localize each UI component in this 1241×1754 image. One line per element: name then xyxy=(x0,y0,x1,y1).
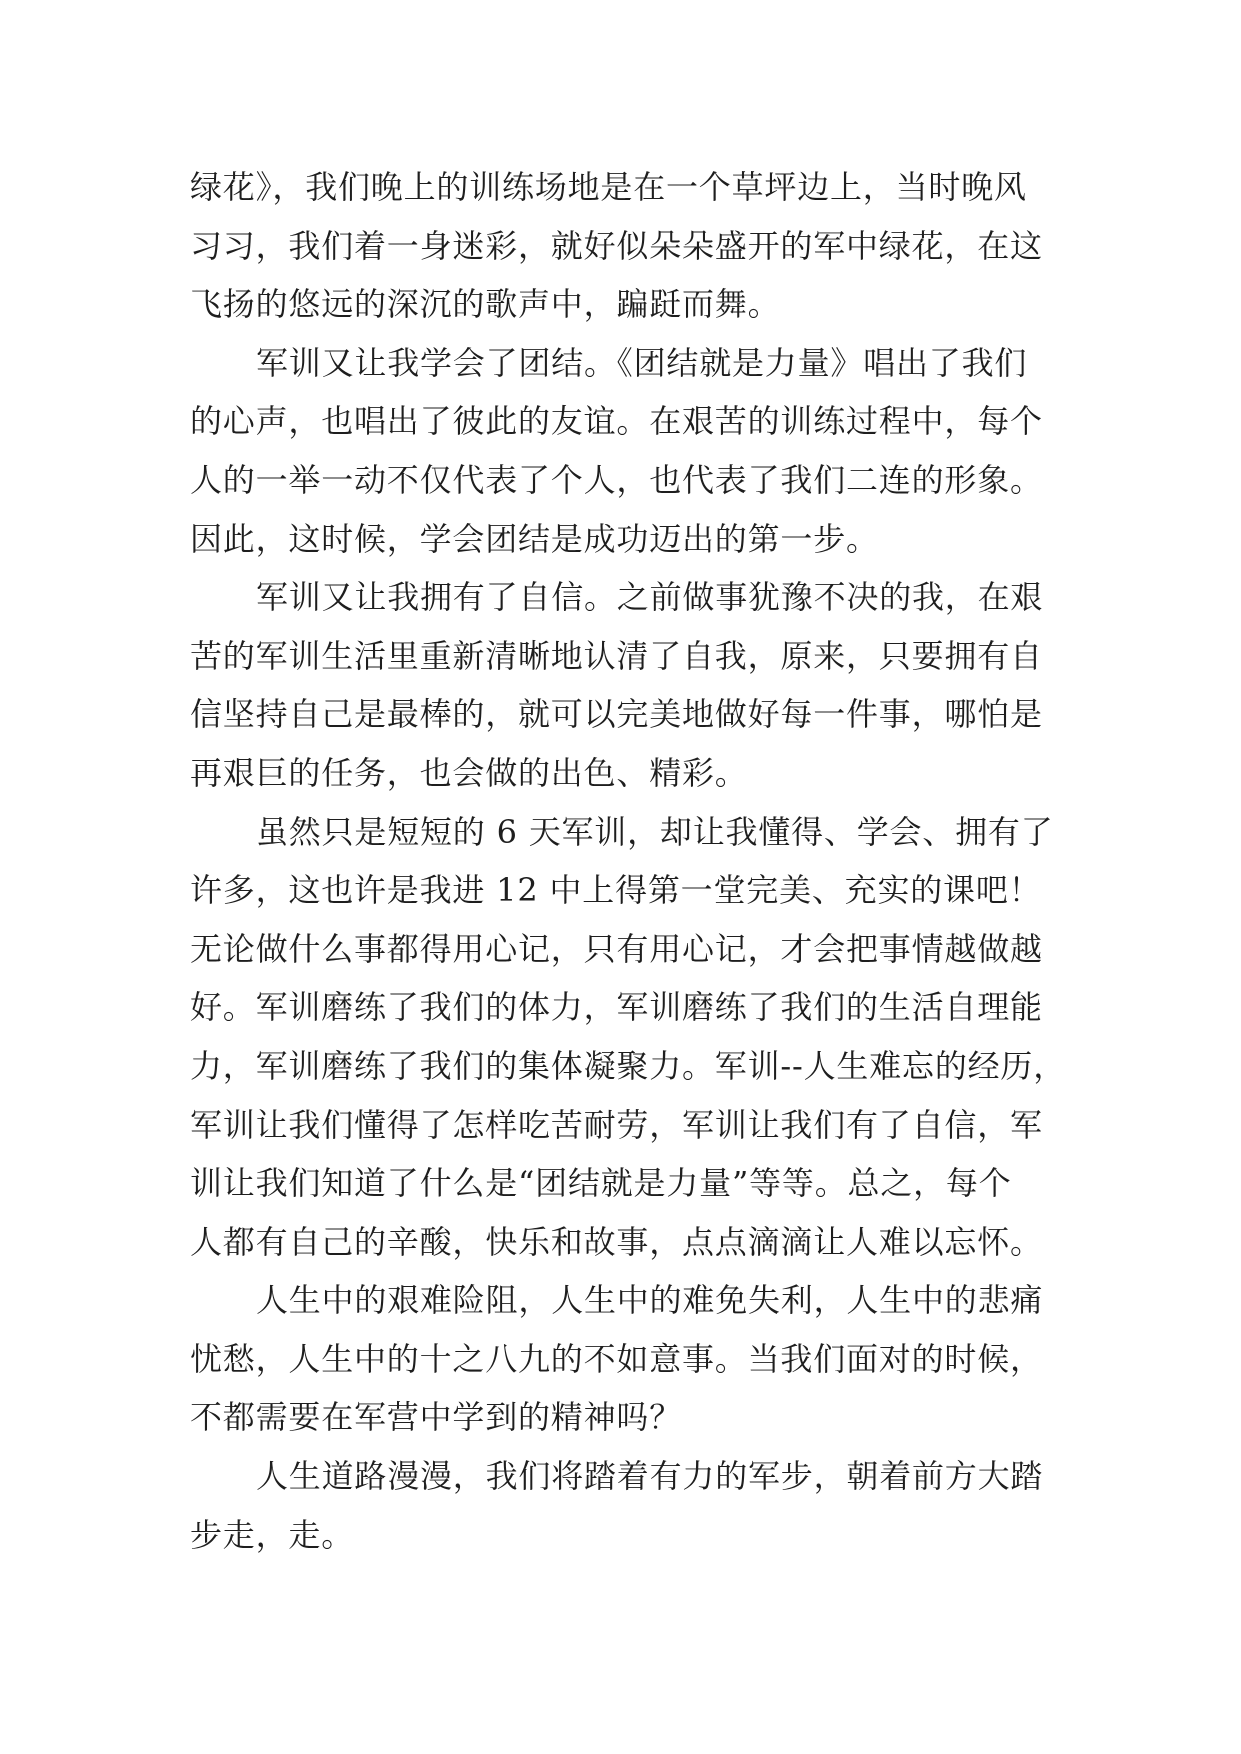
text-line-6: 人的一举一动不仅代表了个人，也代表了我们二连的形象。 xyxy=(190,460,1043,499)
text-line-11: 再艰巨的任务，也会做的出色、精彩。 xyxy=(190,753,748,792)
text-line-8: 军训又让我拥有了自信。之前做事犹豫不决的我，在艰 xyxy=(256,578,1044,617)
text-line-10: 信坚持自己是最棒的，就可以完美地做好每一件事，哪怕是 xyxy=(190,695,1043,734)
text-line-12: 虽然只是短短的 6 天军训，却让我懂得、学会、拥有了 xyxy=(256,812,1054,851)
text-line-18: 训让我们知道了什么是“团结就是力量”等等。总之，每个 xyxy=(190,1164,1012,1203)
text-line-24: 步走，走。 xyxy=(190,1515,355,1554)
text-line-16: 力，军训磨练了我们的集体凝聚力。军训--人生难忘的经历， xyxy=(190,1046,1067,1085)
body-text xyxy=(190,158,1067,1564)
text-line-15: 好。军训磨练了我们的体力，军训磨练了我们的生活自理能 xyxy=(190,988,1043,1027)
text-line-22: 不都需要在军营中学到的精神吗？ xyxy=(190,1398,683,1437)
text-line-14: 无论做什么事都得用心记，只有用心记，才会把事情越做越 xyxy=(190,929,1043,968)
text-line-13: 许多，这也许是我进 12 中上得第一堂完美、充实的课吧！ xyxy=(190,871,1042,910)
text-line-7: 因此，这时候，学会团结是成功迈出的第一步。 xyxy=(190,519,879,558)
text-line-20: 人生中的艰难险阻，人生中的难免失利，人生中的悲痛 xyxy=(256,1281,1044,1320)
text-line-1: 绿花》，我们晚上的训练场地是在一个草坪边上，当时晚风 xyxy=(190,168,1027,206)
text-line-23: 人生道路漫漫，我们将踏着有力的军步，朝着前方大踏 xyxy=(256,1457,1044,1496)
text-line-19: 人都有自己的辛酸，快乐和故事，点点滴滴让人难以忘怀。 xyxy=(190,1222,1043,1261)
text-line-21: 忧愁，人生中的十之八九的不如意事。当我们面对的时候， xyxy=(190,1339,1043,1378)
text-line-4: 军训又让我学会了团结。《团结就是力量》唱出了我们 xyxy=(256,343,1028,382)
text-line-3: 飞扬的悠远的深沉的歌声中，蹁跹而舞。 xyxy=(190,285,781,324)
text-line-5: 的心声，也唱出了彼此的友谊。在艰苦的训练过程中，每个 xyxy=(190,402,1043,441)
text-line-17: 军训让我们懂得了怎样吃苦耐劳，军训让我们有了自信，军 xyxy=(190,1105,1043,1144)
text-line-2: 习习，我们着一身迷彩，就好似朵朵盛开的军中绿花，在这 xyxy=(190,226,1043,265)
text-line-9: 苦的军训生活里重新清晰地认清了自我，原来，只要拥有自 xyxy=(190,636,1043,675)
